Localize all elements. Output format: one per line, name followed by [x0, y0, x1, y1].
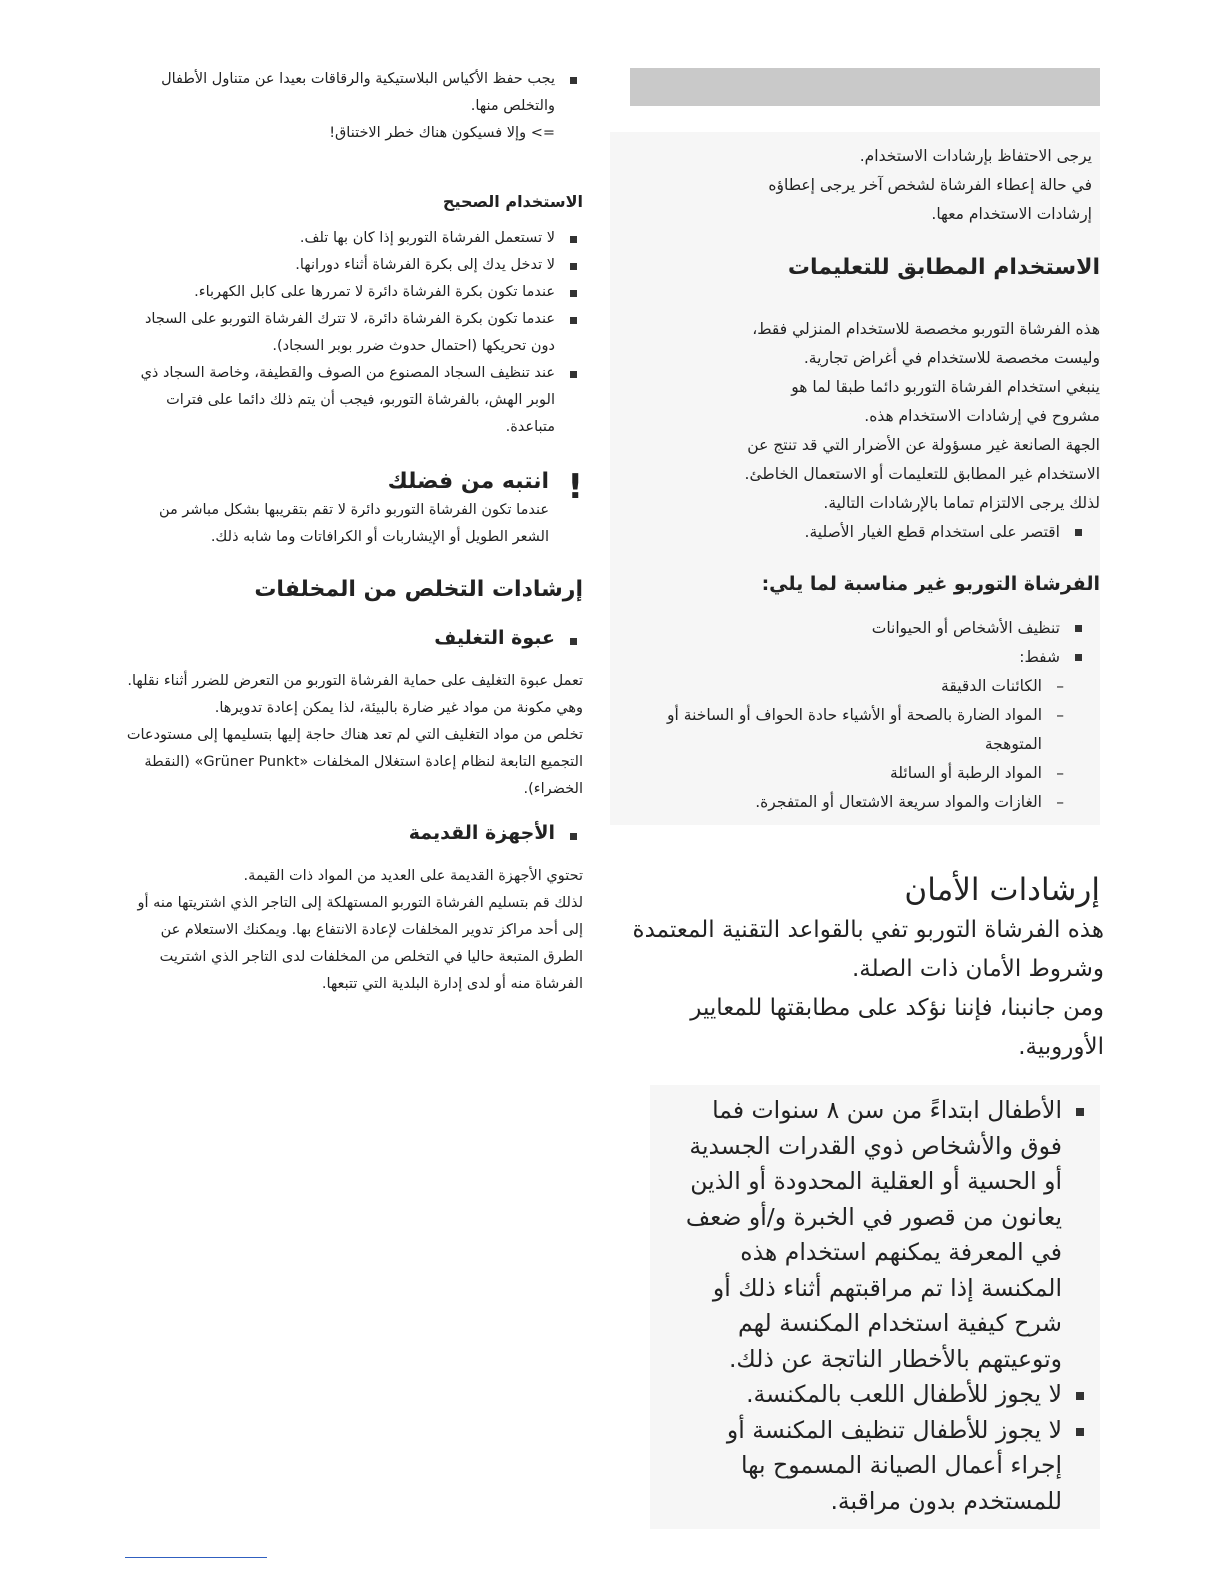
- text-line: الأوروبية.: [1018, 1034, 1104, 1060]
- intro-line: إرشادات الاستخدام معها.: [931, 205, 1092, 223]
- usage-heading: الاستخدام المطابق للتعليمات: [787, 255, 1100, 280]
- list-item: [105, 822, 583, 844]
- text-line: وشروط الأمان ذات الصلة.: [852, 956, 1104, 982]
- text-line: الاستخدام غير المطابق للتعليمات أو الاستعمال الخاطئ.: [744, 465, 1100, 483]
- list-item: الأطفال ابتداءً من سن ٨ سنوات فما فوق والأشخاص ذوي القدرات الجسدية أو الحسية أو العقلية المحدودة أو الذين يعانون من قصور في الخبرة و/أو ضعف في المعرفة يمكنهم استخدام هذه المكنسة إذا تم مراقبتهم أثناء ذلك أو شرح كيفية استخدام المكنسة لهم وتوعيتهم بالأخطار الناتجة عن ذلك.: [680, 1093, 1090, 1377]
- correct-use-heading: الاستخدام الصحيح: [442, 192, 583, 211]
- list-item: تنظيف الأشخاص أو الحيوانات: [610, 614, 1088, 643]
- right-column: [610, 68, 1104, 1529]
- packaging-text: [105, 668, 583, 803]
- correct-use-list: [105, 225, 583, 441]
- disposal-heading: إرشادات التخلص من المخلفات: [254, 577, 583, 602]
- list-item: لا تدخل يدك إلى بكرة الفرشاة أثناء دورانها.: [135, 252, 583, 279]
- text-paragraph: وهي مكونة من مواد غير ضارة بالبيئة، لذا يمكن إعادة تدويرها.: [214, 700, 583, 716]
- left-column: [105, 66, 583, 998]
- list-item: شفط:: [610, 643, 1088, 672]
- caution-heading: انتبه من فضلك: [387, 469, 549, 494]
- suction-list: [610, 672, 1100, 817]
- exclamation-icon: !: [567, 467, 583, 507]
- old-devices-text: [105, 863, 583, 998]
- text-line: مشروح في إرشادات الاستخدام هذه.: [864, 407, 1100, 425]
- safety-heading: إرشادات الأمان: [904, 872, 1100, 908]
- list-item: – الغازات والمواد سريعة الاشتعال أو المتفجرة.: [650, 788, 1072, 817]
- list-item: لا تستعمل الفرشاة التوربو إذا كان بها تلف.: [135, 225, 583, 252]
- packaging-heading: عبوة التغليف: [434, 627, 555, 649]
- list-item: – المواد الرطبة أو السائلة: [650, 759, 1072, 788]
- text-line: لذلك يرجى الالتزام تماما بالإرشادات التالية.: [823, 494, 1100, 512]
- intro-line: يرجى الاحتفاظ بإرشادات الاستخدام.: [859, 147, 1092, 165]
- text-line: ومن جانبنا، فإننا نؤكد على مطابقتها للمعايير: [690, 995, 1104, 1021]
- list-item: اقتصر على استخدام قطع الغيار الأصلية.: [610, 518, 1088, 547]
- text-line: وليست مخصصة للاستخدام في أغراض تجارية.: [803, 349, 1100, 367]
- list-item: عند تنظيف السجاد المصنوع من الصوف والقطيفة، وخاصة السجاد ذي الوبر الهش، بالفرشاة التوربو، فيجب أن يتم ذلك دائما على فترات متباعدة.: [135, 360, 583, 441]
- list-item: [105, 627, 583, 649]
- disposal-list: [105, 627, 583, 649]
- old-devices-heading: الأجهزة القديمة: [408, 822, 555, 844]
- list-item: عندما تكون بكرة الفرشاة دائرة لا تمررها على كابل الكهرباء.: [135, 279, 583, 306]
- bags-note: => وإلا فسيكون هناك خطر الاختناق!: [329, 125, 555, 141]
- list-item: لا يجوز للأطفال اللعب بالمكنسة.: [680, 1377, 1090, 1413]
- safety-section: [610, 869, 1104, 1067]
- list-item: – المواد الضارة بالصحة أو الأشياء حادة الحواف أو الساخنة أو المتوهجة: [650, 701, 1072, 759]
- unsuitable-list: [610, 614, 1100, 672]
- list-item: عندما تكون بكرة الفرشاة دائرة، لا تترك الفرشاة التوربو على السجاد دون تحريكها (احتمال حدوث ضرر بوبر السجاد).: [135, 306, 583, 360]
- caution-box: [105, 467, 583, 551]
- footer-divider: [125, 1557, 267, 1558]
- text-line: هذه الفرشاة التوربو مخصصة للاستخدام المنزلي فقط،: [752, 320, 1100, 338]
- usage-paragraph: [610, 315, 1100, 547]
- bags-list: [105, 66, 583, 120]
- text-paragraph: لذلك قم بتسليم الفرشاة التوربو المستهلكة إلى التاجر الذي اشتريتها منه أو إلى أحد مراكز تدوير المخلفات لإعادة الانتفاع بها. ويمكنك الاستعلام عن الطرق المتبعة حاليا في التخلص من المخلفات لدى التاجر الذي اشتريت الفرشاة منه أو لدى إدارة البلدية التي تتبعها.: [137, 895, 583, 992]
- list-item: – الكائنات الدقيقة: [650, 672, 1072, 701]
- old-devices-list: [105, 822, 583, 844]
- usage-section: [610, 237, 1100, 825]
- text-line: الجهة الصانعة غير مسؤولة عن الأضرار التي قد تنتج عن: [747, 436, 1100, 454]
- safety-paragraph: [600, 911, 1104, 1067]
- text-paragraph: تخلص من مواد التغليف التي لم تعد هناك حاجة إليها بتسليمها إلى مستودعات التجميع التابعة لنظام إعادة استغلال المخلفات «Grüner Punkt» (النقطة الخضراء).: [126, 727, 583, 797]
- caution-text: عندما تكون الفرشاة التوربو دائرة لا تقم بتقريبها بشكل مباشر من الشعر الطويل أو الإيشاربات أو الكرافاتات وما شابه ذلك.: [158, 502, 549, 545]
- intro-note: [610, 132, 1100, 237]
- unsuitable-heading: الفرشاة التوربو غير مناسبة لما يلي:: [761, 573, 1100, 595]
- text-line: ينبغي استخدام الفرشاة التوربو دائما طبقا لما هو: [791, 378, 1100, 396]
- list-item: لا يجوز للأطفال تنظيف المكنسة أو إجراء أعمال الصيانة المسموح بها للمستخدم بدون مراقبة.: [680, 1413, 1090, 1520]
- text-paragraph: تحتوي الأجهزة القديمة على العديد من المواد ذات القيمة.: [243, 868, 583, 884]
- children-section: [650, 1085, 1100, 1529]
- list-item: يجب حفظ الأكياس البلاستيكية والرقاقات بعيدا عن متناول الأطفال والتخلص منها.: [105, 66, 583, 120]
- text-line: هذه الفرشاة التوربو تفي بالقواعد التقنية المعتمدة: [632, 917, 1104, 943]
- intro-line: في حالة إعطاء الفرشاة لشخص آخر يرجى إعطاؤه: [768, 176, 1092, 194]
- text-paragraph: تعمل عبوة التغليف على حماية الفرشاة التوربو من التعرض للضرر أثناء نقلها.: [127, 673, 583, 689]
- section-header-bar: [630, 68, 1100, 106]
